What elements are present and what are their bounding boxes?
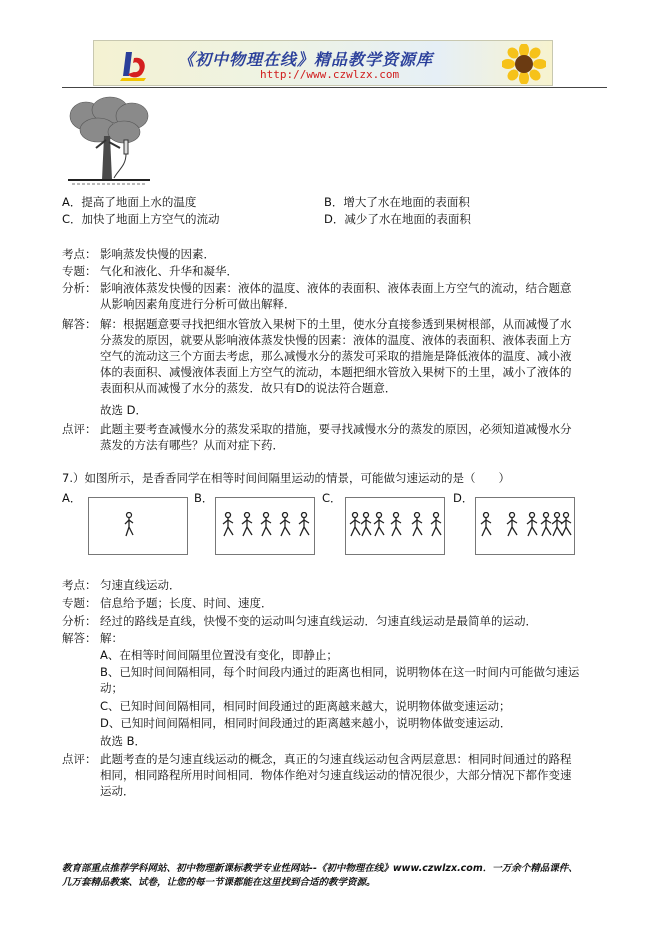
q6-zhuanti-label: 专题：	[62, 264, 97, 278]
q7-jieda-c: C、已知时间间隔相同，相同时间段通过的距离越来越大，说明物体做变速运动；	[100, 699, 511, 713]
q7-kaodian: 匀速直线运动．	[100, 578, 181, 592]
q6-kaodian-label: 考点：	[62, 247, 97, 261]
q7-jieda-intro: 解：	[100, 631, 123, 645]
q6-fenxi-label: 分析：	[62, 281, 97, 295]
banner-url[interactable]: http://www.czwlzx.com	[260, 68, 400, 81]
q6-option-c: C．加快了地面上方空气的流动	[62, 212, 220, 226]
q7-jieda-b: B、已知时间间隔相同，每个时间段内通过的距离也相同，说明物体在这一时间内可能做匀速运动；	[100, 665, 580, 695]
q6-fenxi: 影响液体蒸发快慢的因素：液体的温度、液体的表面积、液体表面上方空气的流动，结合题意从影响因素角度进行分析可做出解释．	[100, 281, 572, 311]
q6-zhuanti: 气化和液化、升华和凝华．	[100, 264, 238, 278]
q6-option-a: A．提高了地面上水的温度	[62, 195, 197, 209]
page-footer	[62, 862, 602, 890]
header-rule	[62, 87, 607, 88]
q7-stem: 7.）如图所示，是香香同学在相等时间间隔里运动的情景，可能做匀速运动的是（ ）	[62, 471, 510, 485]
banner-title: 《初中物理在线》精品教学资源库	[178, 50, 434, 69]
q7-option-b-label: B．	[194, 491, 214, 505]
q7-option-c-frame[interactable]	[345, 497, 445, 555]
q6-option-d: D．减少了水在地面的表面积	[324, 212, 471, 226]
walker-sequence	[480, 512, 572, 538]
q7-zhuanti: 信息给予题；长度、时间、速度．	[100, 596, 273, 610]
q7-option-c-label: C．	[322, 491, 342, 505]
footer-line-2: 几万套精品教案、试卷，让您的每一节课都能在这里找到合适的教学资源。	[62, 877, 376, 888]
q7-jieda-d: D、已知时间间隔相同，相同时间段通过的距离越来越小，说明物体做变速运动．	[100, 716, 512, 730]
q7-dianping-label: 点评：	[62, 752, 97, 766]
q7-option-d-frame[interactable]	[475, 497, 575, 555]
q7-jieda-a: A、在相等时间间隔里位置没有变化，即静止；	[100, 648, 338, 662]
q6-jieda-label: 解答：	[62, 317, 97, 331]
q6-kaodian: 影响蒸发快慢的因素．	[100, 247, 215, 261]
q7-option-b-frame[interactable]	[215, 497, 315, 555]
q6-option-b: B．增大了水在地面的表面积	[324, 195, 470, 209]
q7-option-a-frame[interactable]	[88, 497, 188, 555]
q6-dianping: 此题主要考查减慢水分的蒸发采取的措施，要寻找减慢水分的蒸发的原因，必须知道减慢水分蒸发的方法有哪些？从而对症下药．	[100, 422, 572, 452]
q7-fenxi-label: 分析：	[62, 614, 97, 628]
q7-option-d-label: D．	[453, 491, 474, 505]
q6-dianping-label: 点评：	[62, 422, 97, 436]
q6-choice: 故选 D．	[100, 403, 148, 417]
tree-irrigation-illustration	[66, 96, 152, 188]
q7-jieda-label: 解答：	[62, 631, 97, 645]
q7-choice: 故选 B．	[100, 734, 147, 748]
q7-zhuanti-label: 专题：	[62, 596, 97, 610]
walker-figure	[123, 512, 135, 538]
walker-sequence	[349, 512, 443, 538]
header-banner	[93, 40, 553, 86]
walker-sequence	[222, 512, 310, 538]
q7-dianping: 此题考查的是匀速直线运动的概念，真正的匀速直线运动包含两层意思：相同时间通过的路程相同，相同路程所用时间相同．物体作绝对匀速直线运动的情况很少，大部分情况下都作变速运动．	[100, 752, 572, 798]
q7-option-a-label: A．	[62, 491, 82, 505]
sunflower-icon	[502, 44, 546, 84]
site-logo-icon	[120, 48, 150, 82]
footer-line-1: 教育部重点推荐学科网站、初中物理新课标教学专业性网站--《初中物理在线》www.czwlzx.com．一万余个精品课件、	[62, 863, 578, 874]
q6-jieda: 解：根据题意要寻找把细水管放入果树下的土里，使水分直接参透到果树根部，从而减慢了水分蒸发的原因，就要从影响液体蒸发快慢的因素：液体的温度、液体的表面积、液体表面上方空气的流动这三个方面去考虑，那么减慢水分的蒸发可采取的措施是降低液体的温度、减小液体的表面积、减慢液体表面上方空气的流动，本题把细水管放入果树下的土里，减小了液体的表面积从而减慢了水分的蒸发．故只有D的说法符合题意．	[100, 317, 572, 395]
q7-fenxi: 经过的路线是直线，快慢不变的运动叫匀速直线运动．匀速直线运动是最简单的运动．	[100, 614, 537, 628]
q7-kaodian-label: 考点：	[62, 578, 97, 592]
